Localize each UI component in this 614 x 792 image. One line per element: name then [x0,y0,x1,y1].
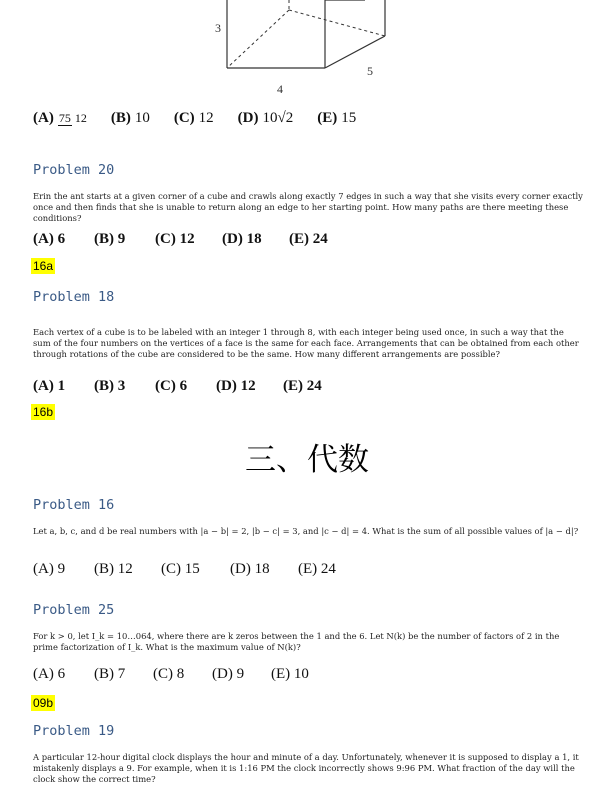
problem-25-choice-b: (B) 7 [94,666,126,682]
problem-18-text: Each vertex of a cube is to be labeled with an integer 1 through 8, with each integer being used once, in such a way that the sum of the four numbers on the vertices of a face is the same for each face. Arrangements that can be obtained from each other through rotations of the cube are considered to be the same. How many different arrangements are possible? [33,327,579,360]
choice-d-value: 10√2 [262,110,294,126]
dim-width-label: 4 [277,82,283,96]
problem-16-choices [33,561,336,578]
choice-b-value: 10 [134,110,150,126]
problem-20-text: Erin the ant starts at a given corner of a cube and crawls along exactly 7 edges in such a way that she visits every corner exactly once and then finds that she is unable to return along an edge to her starting point. How many paths are there meeting these conditions? [33,191,583,224]
fraction-denominator: 12 [74,110,87,125]
problem-20-choice-d: (D) 18 [222,231,262,247]
tag-16b: 16b [33,405,54,419]
choice-d-letter: (D) [237,110,259,126]
tag-09b: 09b [33,696,54,710]
tag-16a: 16a [33,259,54,273]
section-title: 三、代数 [245,442,369,478]
problem-18-choice-c: (C) 6 [155,378,188,394]
problem-16-choice-c: (C) 15 [161,561,200,577]
problem-20-choice-c: (C) 12 [155,231,195,247]
problem-16-title: Problem 16 [33,497,115,513]
problem-20-title: Problem 20 [33,162,115,178]
problem-25-text: For k > 0, let I_k = 10…064, where there are k zeros between the 1 and the 6. Let N(k) be the number of factors of 2 in the prime factorization of I_k. What is the maximum value of N(k)? [33,631,560,653]
previous-answer-choices [33,110,356,127]
choice-a-letter: (A) [33,110,54,126]
problem-25-choice-e: (E) 10 [271,666,309,682]
problem-18-choice-d: (D) 12 [216,378,256,394]
problem-18-choice-a: (A) 1 [33,378,66,394]
choice-a-fraction [58,112,87,126]
problem-25-choice-a: (A) 6 [33,666,66,682]
problem-20-choice-e: (E) 24 [289,231,328,247]
problem-16-choice-a: (A) 9 [33,561,66,577]
choice-c-value: 12 [198,110,214,126]
choice-b-letter: (B) [110,110,131,126]
problem-25-choices [33,666,309,683]
problem-16-choice-e: (E) 24 [298,561,336,577]
choice-c-letter: (C) [173,110,195,126]
fraction-numerator: 75 [58,110,71,125]
problem-19-title: Problem 19 [33,723,115,739]
problem-20-choice-b: (B) 9 [94,231,126,247]
problem-16-choice-d: (D) 18 [230,561,270,577]
problem-18-choice-b: (B) 3 [94,378,126,394]
problem-25-choice-c: (C) 8 [153,666,185,682]
choice-e-value: 15 [341,110,357,126]
problem-18-choices [33,378,322,395]
problem-25-choice-d: (D) 9 [212,666,245,682]
problem-25-title: Problem 25 [33,602,115,618]
problem-16-choice-b: (B) 12 [94,561,133,577]
choice-e-letter: (E) [317,110,338,126]
problem-16-text: Let a, b, c, and d be real numbers with |a − b| = 2, |b − c| = 3, and |c − d| = 4. What is the sum of all possible values of |a − d|? [33,526,579,536]
problem-18-choice-e: (E) 24 [283,378,322,394]
problem-19-text: A particular 12-hour digital clock displays the hour and minute of a day. Unfortunately, whenever it is supposed to display a 1, it mistakenly displays a 9. For example, when it is 1:16 PM the clock incorrectly shows 9:96 PM. What fraction of the day will the clock show the correct time? [33,752,579,785]
dim-depth-label: 5 [367,64,373,78]
dim-height-label: 3 [215,21,221,35]
cube-diagram [215,0,395,100]
problem-20-choices [33,231,328,248]
problem-20-choice-a: (A) 6 [33,231,66,247]
problem-18-title: Problem 18 [33,289,115,305]
